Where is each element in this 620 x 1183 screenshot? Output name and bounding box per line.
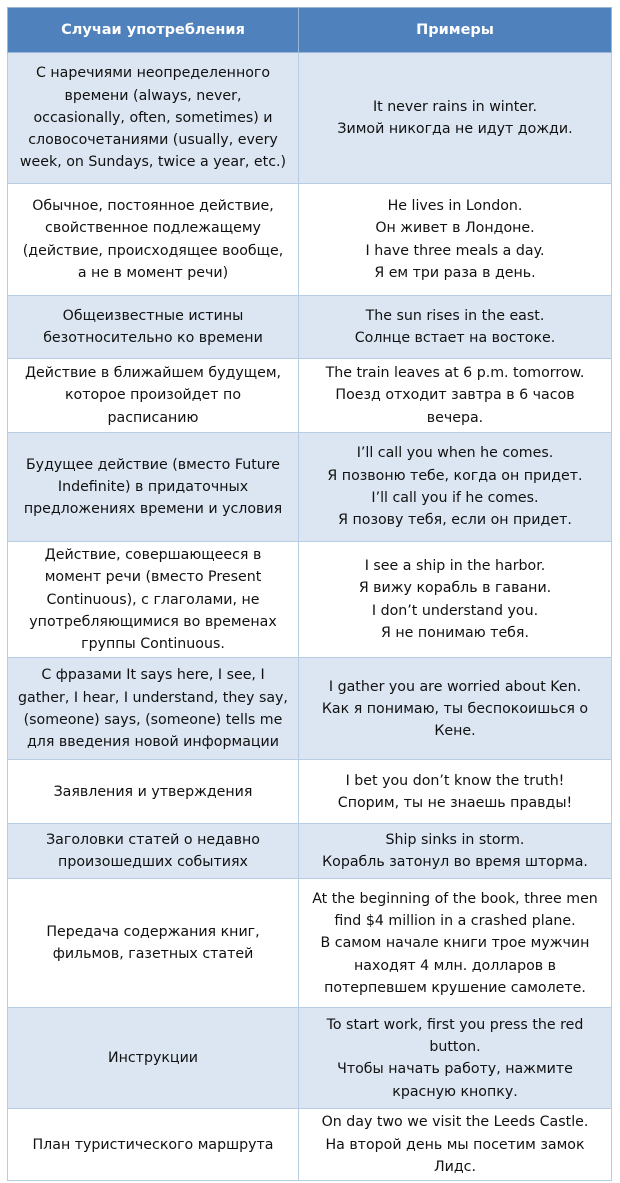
example-cell: Ship sinks in storm. Корабль затонул во время шторма. <box>299 824 612 879</box>
example-cell: On day two we visit the Leeds Castle. На второй день мы посетим замок Лидс. <box>299 1109 612 1181</box>
example-cell: At the beginning of the book, three men find $4 million in a crashed plane. В самом начале книги трое мужчин находят 4 млн. долларов в потерпевшем крушение самолете. <box>299 879 612 1008</box>
example-cell: I gather you are worried about Ken. Как я понимаю, ты беспокоишься о Кене. <box>299 658 612 760</box>
table-row <box>8 879 612 1008</box>
usage-cell: Заявления и утверждения <box>8 760 299 824</box>
example-cell: The sun rises in the east. Солнце встает на востоке. <box>299 296 612 359</box>
usage-cell: Передача содержания книг, фильмов, газетных статей <box>8 879 299 1008</box>
table-row <box>8 184 612 296</box>
table-row <box>8 1008 612 1109</box>
table-row <box>8 1109 612 1181</box>
usage-cell: Заголовки статей о недавно произошедших событиях <box>8 824 299 879</box>
usage-cell: Действие, совершающееся в момент речи (вместо Present Continuous), с глаголами, не употребляющимися во временах группы Continuous. <box>8 542 299 658</box>
example-cell: To start work, first you press the red button. Чтобы начать работу, нажмите красную кнопку. <box>299 1008 612 1109</box>
usage-cell: Обычное, постоянное действие, свойственное подлежащему (действие, происходящее вообще, а не в момент речи) <box>8 184 299 296</box>
usage-cell: Действие в ближайшем будущем, которое произойдет по расписанию <box>8 359 299 433</box>
usage-cell: Инструкции <box>8 1008 299 1109</box>
example-cell: I bet you don’t know the truth! Спорим, ты не знаешь правды! <box>299 760 612 824</box>
header-usage: Случаи употребления <box>8 8 299 53</box>
example-cell: The train leaves at 6 p.m. tomorrow. Поезд отходит завтра в 6 часов вечера. <box>299 359 612 433</box>
usage-cell: План туристического маршрута <box>8 1109 299 1181</box>
table-row <box>8 296 612 359</box>
usage-cell: С фразами It says here, I see, I gather, I hear, I understand, they say, (someone) says, (someone) tells me для введения новой информации <box>8 658 299 760</box>
table-row <box>8 542 612 658</box>
example-cell: It never rains in winter. Зимой никогда не идут дожди. <box>299 53 612 184</box>
example-cell: He lives in London. Он живет в Лондоне. I have three meals a day. Я ем три раза в день. <box>299 184 612 296</box>
usage-cell: Будущее действие (вместо Future Indefinite) в придаточных предложениях времени и условия <box>8 433 299 542</box>
usage-cell: Общеизвестные истины безотносительно ко времени <box>8 296 299 359</box>
header-row <box>8 8 612 53</box>
table-row <box>8 760 612 824</box>
usage-cell: С наречиями неопределенного времени (always, never, occasionally, often, sometimes) и словосочетаниями (usually, every week, on Sundays, twice a year, etc.) <box>8 53 299 184</box>
example-cell: I’ll call you when he comes. Я позвоню тебе, когда он придет. I’ll call you if he comes. Я позову тебя, если он придет. <box>299 433 612 542</box>
example-cell: I see a ship in the harbor. Я вижу корабль в гавани. I don’t understand you. Я не понимаю тебя. <box>299 542 612 658</box>
header-examples: Примеры <box>299 8 612 53</box>
usage-table <box>7 7 612 1181</box>
table-row <box>8 824 612 879</box>
table-row <box>8 359 612 433</box>
table-row <box>8 658 612 760</box>
table-row <box>8 433 612 542</box>
table-row <box>8 53 612 184</box>
